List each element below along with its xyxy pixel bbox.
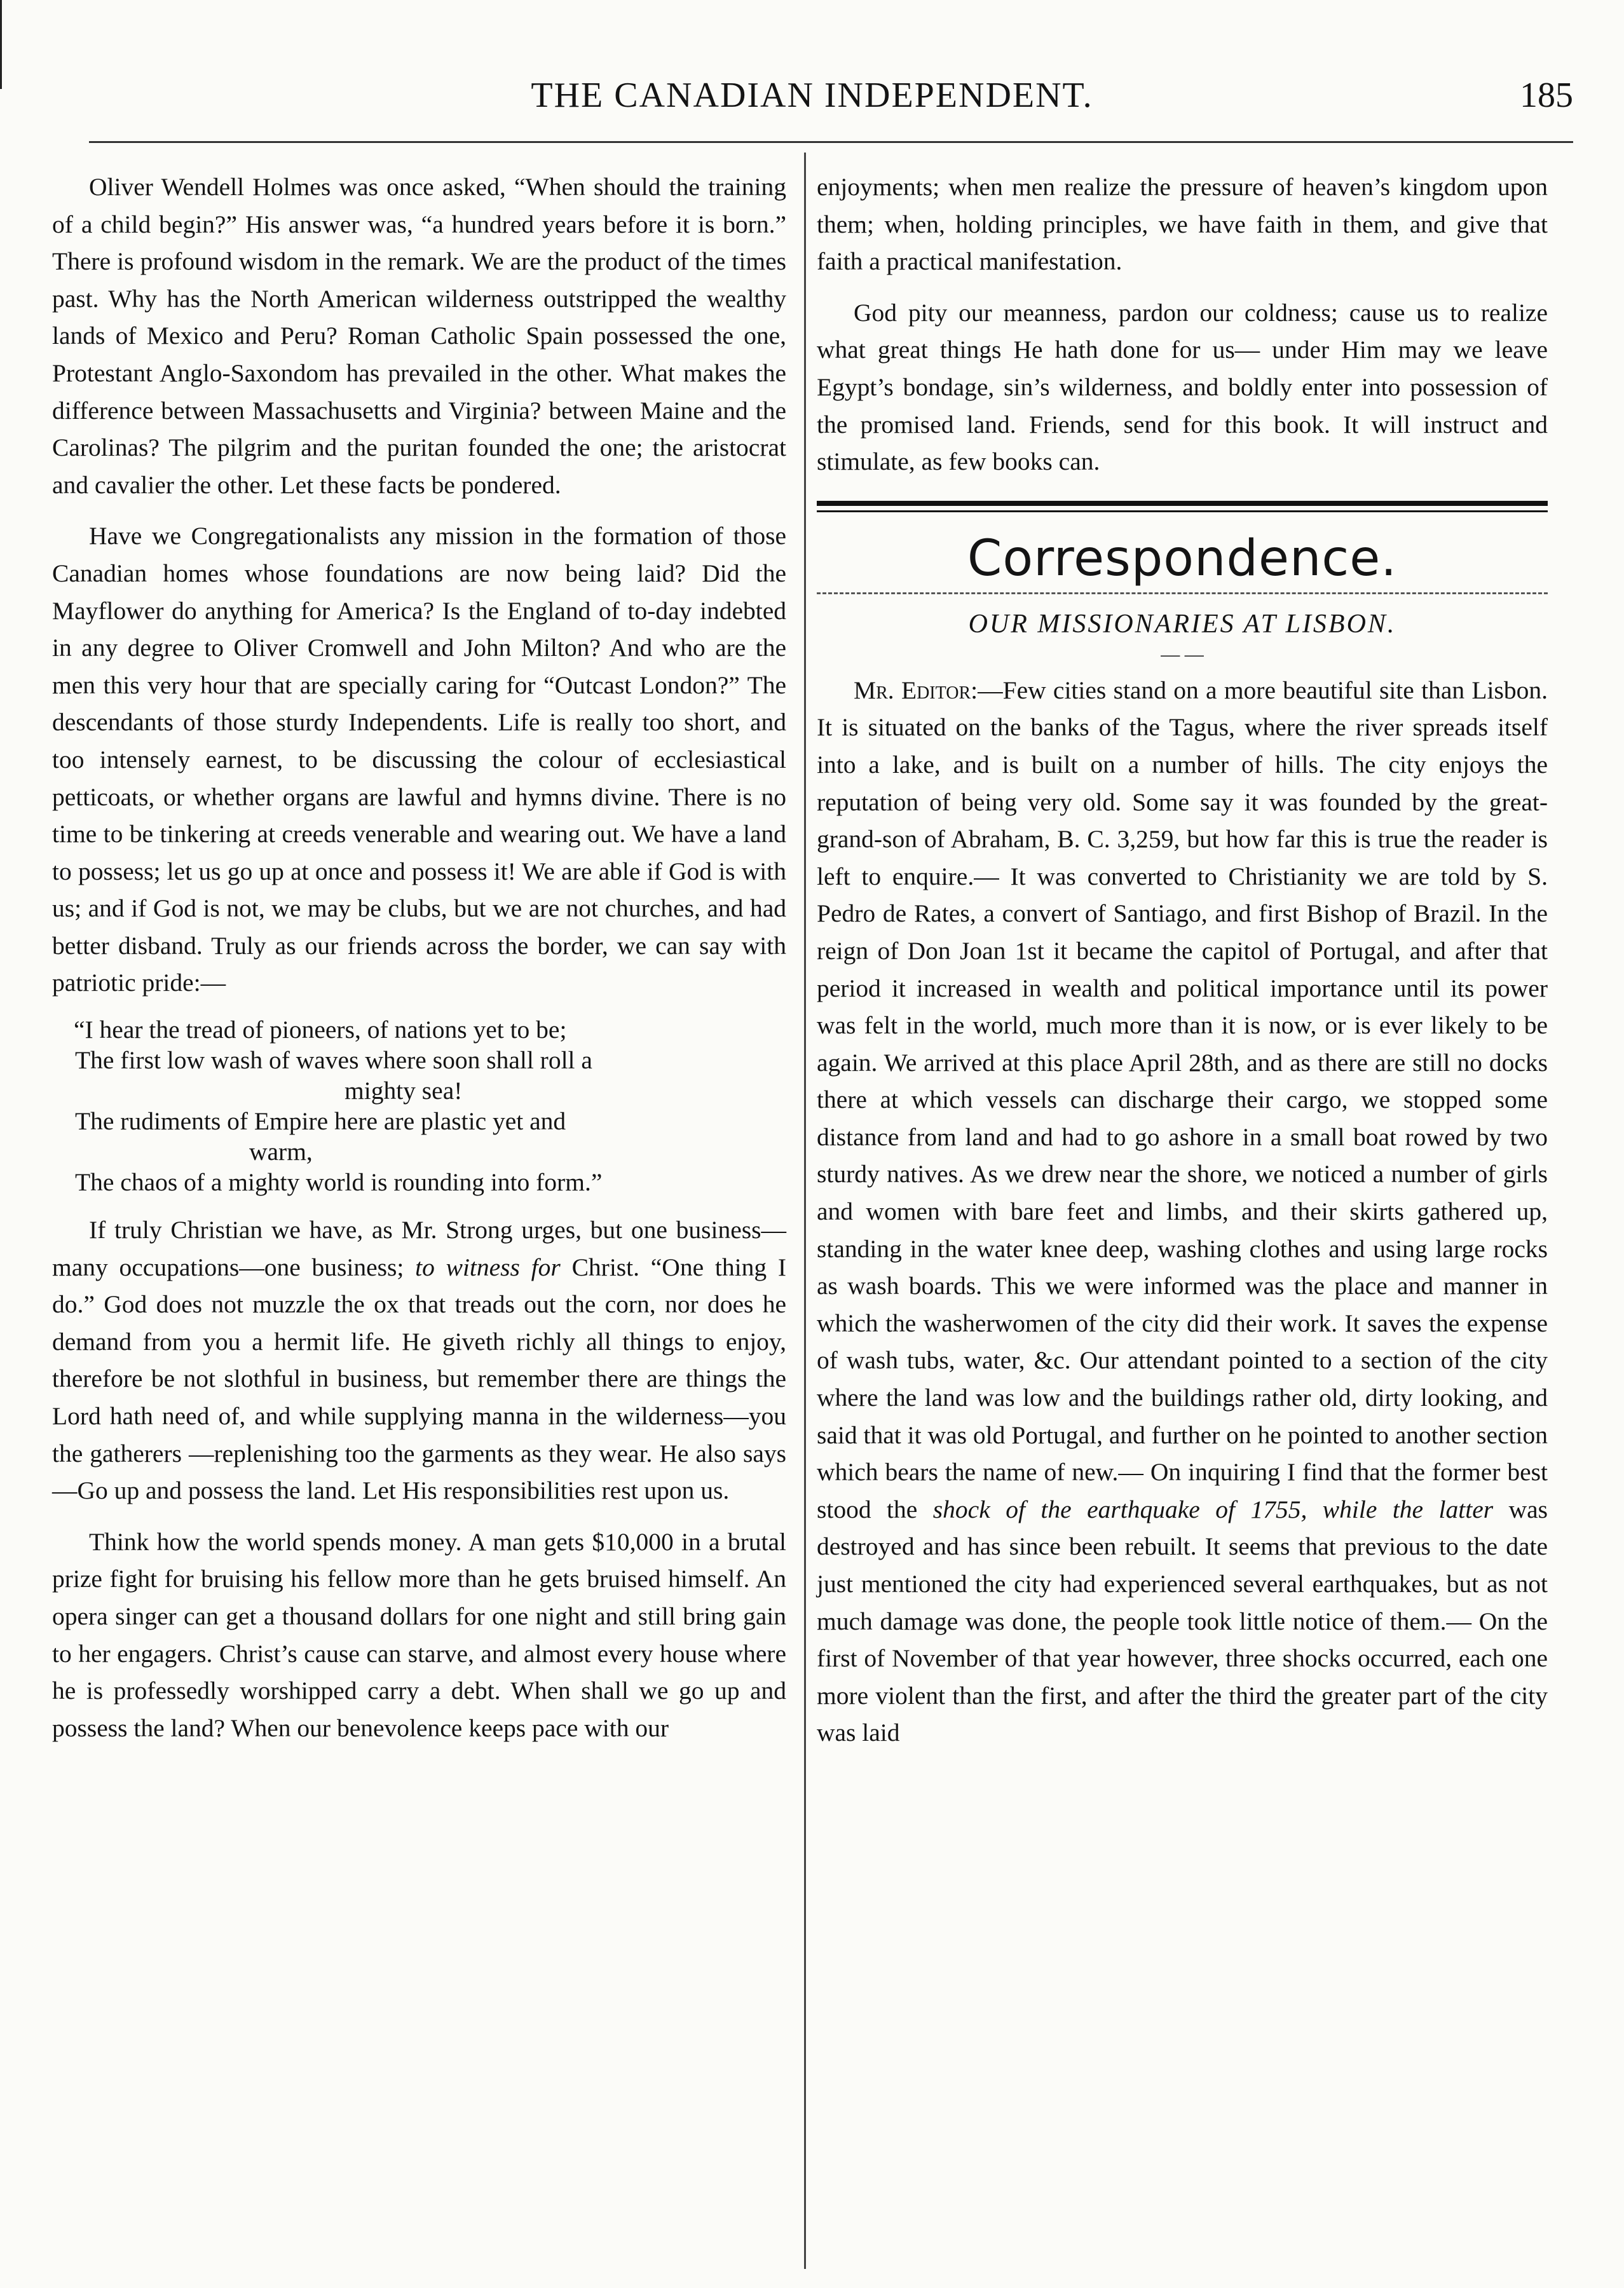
paragraph-lisbon [817,672,1548,1752]
left-column [52,168,786,1747]
poem-line-3: The rudiments of Empire here are plastic yet and [75,1107,566,1136]
poem-line-2: The first low wash of waves where soon shall roll a [75,1046,592,1075]
paragraph-christian-business [52,1211,786,1509]
poem-quote [52,1014,786,1197]
paragraph-money: Think how the world spends money. A man gets $10,000 in a brutal prize fight for bruising his fellow more than he gets bruised himself. An opera singer can get a thousand dollars for one night and still bring gain to her engagers. Christ’s cause can starve, and almost every house where he is professedly worshipped carry a debt. When shall we go up and possess the land? When our benevolence keeps pace with our [52,1527,786,1742]
poem-line-2-cont: mighty sea! [345,1077,463,1105]
paragraph-god-pity: God pity our meanness, pardon our coldness; cause us to realize what great things He hath done for us— under Him may we leave Egypt’s bondage, sin’s wilderness, and boldly enter into possession of the promised land. Friends, send for this book. It will instruct and stimulate, as few books can. [817,298,1548,476]
article-title: OUR MISSIONARIES AT LISBON. [968,609,1396,639]
page-header [51,75,1573,126]
paragraph-holmes: Oliver Wendell Holmes was once asked, “When should the training of a child begin?” His answer was, “a hundred years before it is born.” There is profound wisdom in the remark. We are the product of the times past. Why has the North American wilderness outstripped the wealthy lands of Mexico and Peru? Roman Catholic Spain possessed the one, Protestant Anglo-Saxondom has prevailed in the other. What makes the difference between Massachusetts and Virginia? between Maine and the Carolinas? The pilgrim and the puritan founded the one; the aristocrat and cavalier the other. Let these facts be pondered. [52,173,786,499]
section-dashed-rule [817,592,1548,594]
paragraph-lisbon-italic: shock of the earthquake of 1755, while the latter [932,1495,1494,1523]
paragraph-christian-business-rest: Christ. “One thing I do.” God does not muzzle the ox that treads out the corn, nor does he demand from you a hermit life. He giveth richly all things to enjoy, therefore be not slothful in business, but remember there are things the Lord hath need of, and while supplying manna in the wilderness—you the gatherers —replenishing too the garments as they wear. He also says—Go up and possess the land. Let His responsibilities rest upon us. [52,1253,786,1505]
column-divider [804,153,806,2269]
paragraph-christian-business-start: If truly Christian we have, as Mr. Strong urges, but one business—many occupations—one business; [52,1216,786,1281]
page-number: 185 [1520,76,1573,115]
paragraph-congregationalists: Have we Congregationalists any mission in the formation of those Canadian homes whose foundations are now being laid? Did the Mayflower do anything for America? Is the England of to-day indebted in any degree to Oliver Cromwell and John Milton? And who are the men this very hour that are specially caring for “Outcast London?” The descendants of those sturdy Independents. Life is really too short, and too intensely earnest, to be discussing the colour of ecclesiastical petticoats, or whether organs are lawful and hymns divine. There is no time to be tinkering at creeds venerable and wearing out. We have a land to possess; let us go up at once and possess it! We are able if God is with us; and if God is not, we may be clubs, but we are not churches, and had better disband. Truly as our friends across the border, we can say with patriotic pride:— [52,522,786,997]
poem-line-4: The chaos of a mighty world is rounding into form.” [75,1168,603,1197]
publication-title: THE CANADIAN INDEPENDENT. [531,76,1093,115]
paragraph-christian-business-italic: to witness for [415,1253,561,1281]
paragraph-enjoyments: enjoyments; when men realize the pressure of heaven’s kingdom upon them; when, holding principles, we have faith in them, and give that faith a practical manifestation. [817,173,1548,276]
section-double-rule [817,501,1548,512]
poem-line-3-cont: warm, [249,1138,313,1166]
salutation: Mr. Editor: [854,676,978,704]
header-rule [89,141,1573,143]
scan-edge-line [0,0,2,89]
paragraph-lisbon-body: —Few cities stand on a more beautiful site than Lisbon. It is situated on the banks of the Tagus, where the river spreads itself into a lake, and is built on a number of hills. The city enjoys the reputation of being very old. Some say it was founded by the great-grand-son of Abraham, B. C. 3,259, but how far this is true the reader is left to enquire.— It was converted to Christianity we are told by S. Pedro de Rates, a convert of Santiago, and first Bishop of Brazil. In the reign of Don Joan 1st it became the capitol of Portugal, and after that period it increased in wealth and political importance until its power was felt in the world, much more than it is now, or is ever likely to be again. We arrived at this place April 28th, and as there are still no docks there at which vessels can discharge their cargo, we stopped some distance from land and had to go ashore in a small boat rowed by two sturdy natives. As we drew near the shore, we noticed a number of girls and women with bare feet and limbs, and their skirts gathered up, standing in the water knee deep, washing clothes and using large rocks as wash boards. This we were informed was the place and manner in which the washerwomen of the city did their work. It saves the expense of wash tubs, water, &c. Our attendant pointed to a section of the city where the land was low and the buildings rather old, dirty looking, and said that it was old Portugal, and further on he pointed to another section which bears the name of new.— On inquiring I find that the former best stood the [817,676,1548,1523]
article-separator: — — [1161,643,1204,665]
poem-line-1: “I hear the tread of pioneers, of nations yet to be; [74,1016,567,1044]
section-title-correspondence: Correspondence. [967,529,1398,587]
paragraph-lisbon-end: was destroyed and has since been rebuilt. It seems that previous to the date just mentioned the city had experienced several earthquakes, but as not much damage was done, the people took little notice of them.— On the first of November of that year however, three shocks occurred, each one more violent than the first, and after the third the greater part of the city was laid [817,1495,1548,1747]
right-column [817,168,1548,1752]
